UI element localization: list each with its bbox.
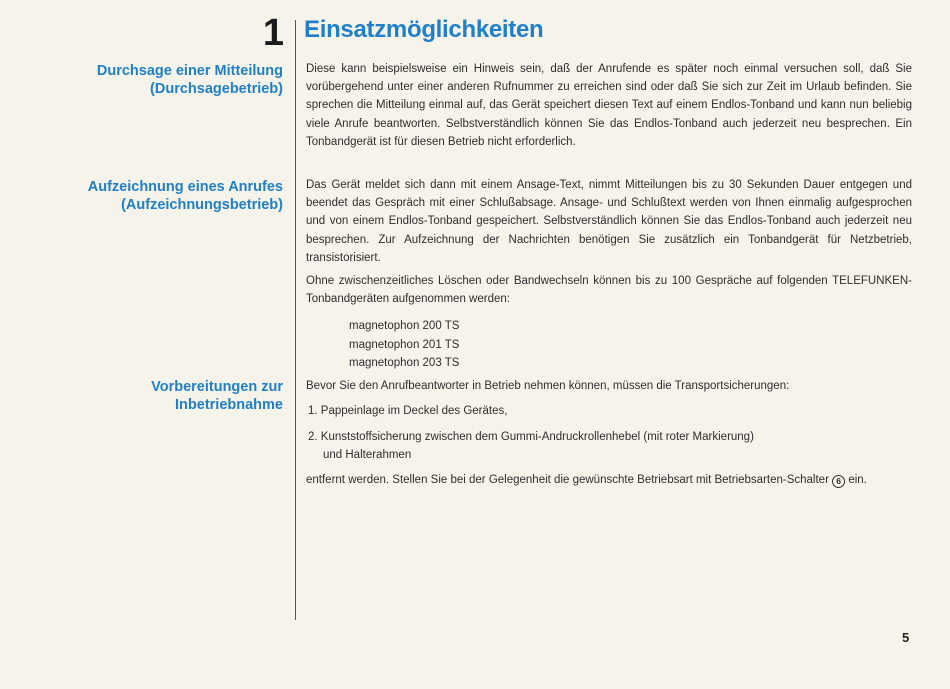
- paragraph-announcement: Diese kann beispielsweise ein Hinweis sein, daß der Anrufende es später noch einmal versuchen soll, daß Sie vorübergehend unter einer anderen Rufnummer zu erreichen sind oder daß Sie sich zur Zeit im Urlaub befinden. Sie sprechen die Mitteilung einmal auf, das Gerät speichert diesen Text auf einem Endlos-Tonband und kann nun beliebig viele Anrufe beantworten. Selbstverständlich können Sie das Endlos-Tonband auch jederzeit neu besprechen. Ein Tonbandgerät ist für diesen Betrieb nicht erforderlich.: [306, 63, 912, 148]
- heading-preparation: [151, 378, 283, 414]
- heading-recording-line2: (Aufzeichnungsbetrieb): [121, 197, 283, 213]
- paragraph-preparation-outro: [306, 471, 912, 489]
- model-item: magnetophon 200 TS: [349, 320, 460, 332]
- model-list: [349, 317, 459, 373]
- circled-six-symbol: 6: [832, 475, 845, 488]
- heading-recording-mode: [88, 178, 283, 214]
- paragraph-tape-recorders: Ohne zwischenzeitliches Löschen oder Bandwechseln können bis zu 100 Gespräche auf folgenden TELEFUNKEN-Tonbandgeräten aufgenommen werden:: [306, 275, 912, 306]
- list-item-1: 1. Pappeinlage im Deckel des Gerätes,: [308, 405, 508, 417]
- paragraph-preparation-intro: Bevor Sie den Anrufbeantworter in Betrieb nehmen können, müssen die Transportsicherungen:: [306, 380, 790, 392]
- heading-announcement-mode: [97, 62, 283, 98]
- list-item-2-line2: und Halterahmen: [323, 449, 412, 462]
- heading-announcement-line2: (Durchsagebetrieb): [150, 81, 283, 97]
- heading-announcement-line1: Durchsage einer Mitteilung: [96, 63, 283, 79]
- outro-text-end: ein.: [848, 474, 867, 486]
- paragraph-recording: Das Gerät meldet sich dann mit einem Ansage-Text, nimmt Mitteilungen bis zu 30 Sekunden Dauer entgegen und beendet das Gespräch mit einer Schlußabsage. Ansage- und Schlußtext werden von Ihnen einmalig aufgesprochen und von einem Endlos-Tonband gespeichert. Selbstverständlich können Sie das Endlos-Tonband auch jederzeit neu besprechen. Zur Aufzeichnung der Nachrichten benötigen Sie zusätzlich ein Tonbandgerät für Netzbetrieb, transistorisiert.: [306, 179, 912, 264]
- heading-preparation-line2: Inbetriebnahme: [175, 397, 283, 413]
- outro-text: entfernt werden. Stellen Sie bei der Gelegenheit die gewünschte Betriebsart mit Betriebsarten-Schalter: [306, 474, 829, 486]
- list-item-2-line1: 2. Kunststoffsicherung zwischen dem Gummi-Andruckrollenhebel (mit roter Markierung): [308, 431, 754, 443]
- page-number: 5: [902, 630, 910, 645]
- page-title: Einsatzmöglichkeiten: [304, 16, 544, 43]
- heading-preparation-line1: Vorbereitungen zur: [151, 379, 283, 395]
- model-item: magnetophon 203 TS: [349, 357, 460, 369]
- model-item: magnetophon 201 TS: [349, 338, 460, 351]
- vertical-divider: [295, 20, 296, 620]
- chapter-number: 1: [262, 12, 284, 54]
- list-item-2: [308, 428, 912, 464]
- heading-recording-line1: Aufzeichnung eines Anrufes: [87, 179, 283, 195]
